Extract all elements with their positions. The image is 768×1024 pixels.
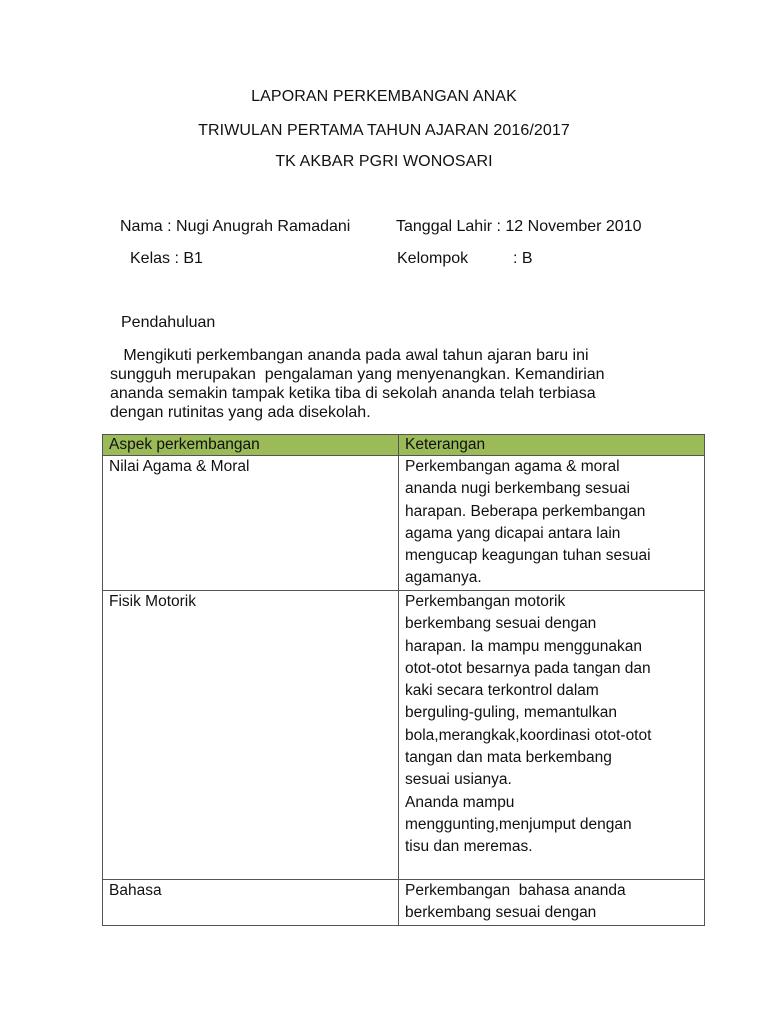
intro-line: sungguh merupakan pengalaman yang menyenangkan. Kemandirian [110,366,605,383]
description-line: agama yang dicapai antara lain [405,524,621,542]
student-group-value: : B [513,250,533,267]
description-line: berkembang sesuai dengan [405,904,597,922]
student-name: Nama : Nugi Anugrah Ramadani [120,218,351,235]
school-name: TK AKBAR PGRI WONOSARI [275,153,493,170]
table-row [103,880,705,926]
description-line: ananda nugi berkembang sesuai [405,480,630,498]
intro-line: dengan rutinitas yang ada disekolah. [110,404,371,421]
description-line: menggunting,menjumput dengan [405,815,632,833]
description-line: berkembang sesuai dengan [405,615,597,633]
header-aspect: Aspek perkembangan [103,435,399,456]
intro-line: Mengikuti perkembangan ananda pada awal tahun ajaran baru ini [110,347,589,364]
description-line: tisu dan meremas. [405,838,533,856]
table-row [103,591,705,880]
description-line: berguling-guling, memantulkan [405,704,617,722]
description-line: kaki secara terkontrol dalam [405,682,599,700]
header-description: Keterangan [399,435,705,456]
description-line: tangan dan mata berkembang [405,749,612,767]
report-subtitle: TRIWULAN PERTAMA TAHUN AJARAN 2016/2017 [198,122,570,139]
aspect-cell: Bahasa [103,880,399,926]
intro-line: ananda semakin tampak ketika tiba di sekolah ananda telah terbiasa [110,385,596,402]
description-line: agamanya. [405,569,482,587]
report-title: LAPORAN PERKEMBANGAN ANAK [251,88,517,105]
description-line: Perkembangan bahasa ananda [405,882,626,899]
description-line: bola,merangkak,koordinasi otot-otot [405,726,652,744]
description-cell [399,880,705,926]
student-class: Kelas : B1 [130,250,203,267]
intro-paragraph [110,346,680,422]
description-line: Perkembangan agama & moral [405,458,620,475]
development-table [102,434,705,926]
intro-heading: Pendahuluan [121,314,216,331]
table-row [103,456,705,591]
student-dob: Tanggal Lahir : 12 November 2010 [396,218,642,235]
table-header-row [103,435,705,456]
aspect-cell: Nilai Agama & Moral [103,456,399,591]
description-cell [399,456,705,591]
description-line: mengucap keagungan tuhan sesuai [405,547,651,565]
description-line: harapan. Ia mampu menggunakan [405,637,642,655]
description-line: Perkembangan motorik [405,593,566,610]
student-group-label: Kelompok [397,250,469,267]
description-line: Ananda mampu [405,793,515,811]
description-line: sesuai usianya. [405,771,512,789]
aspect-cell: Fisik Motorik [103,591,399,880]
description-cell [399,591,705,880]
description-line: harapan. Beberapa perkembangan [405,502,646,520]
description-line: otot-otot besarnya pada tangan dan [405,659,651,677]
